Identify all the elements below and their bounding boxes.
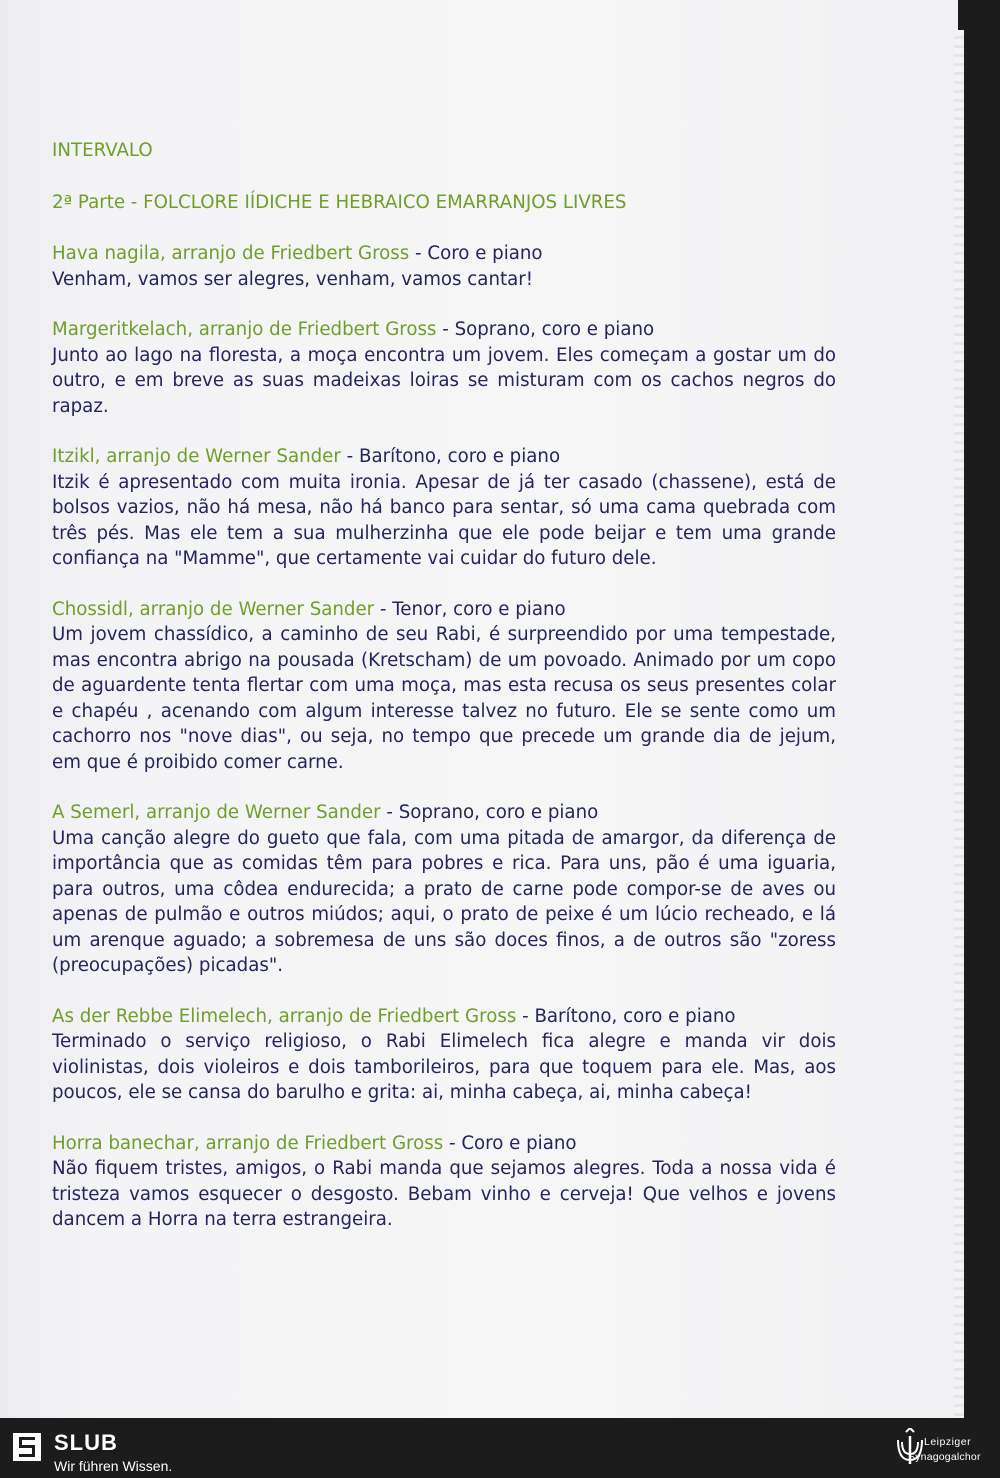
piece-description: Um jovem chassídico, a caminho de seu Rabi, é surpreendido por uma tempestade, mas encontra abrigo na pousada (Kretscham) de um povoado. Animado por um copo de aguardente tenta flertar com uma moça, mas esta recusa os seus presentes colar e chapéu , acenando com algum interesse talvez no futuro. Ele se sente como um cachorro nos "nove dias", ou seja, no tempo que precede um grande dia de jejum, em que é proibido comer carne. [52, 624, 836, 773]
part-two-title: 2ª Parte - FOLCLORE IÍDICHE E HEBRAICO EMARRANJOS LIVRES [52, 191, 627, 213]
piece-chossidl [52, 597, 836, 776]
piece-itzikl [52, 444, 836, 572]
piece-hava-nagila [52, 241, 836, 292]
piece-performers: - Barítono, coro e piano [340, 446, 561, 467]
piece-title: A Semerl, arranjo de Werner Sander [52, 802, 381, 823]
piece-horra-banechar [52, 1131, 836, 1233]
piece-performers: - Soprano, coro e piano [380, 802, 599, 823]
piece-as-der-rebbe-elimelech [52, 1004, 836, 1106]
piece-a-semerl [52, 800, 836, 979]
piece-title: Itzikl, arranjo de Werner Sander [52, 446, 341, 467]
piece-title: As der Rebbe Elimelech, arranjo de Friedbert Gross [52, 1005, 517, 1027]
piece-title: Horra banechar, arranjo de Friedbert Gross [52, 1132, 444, 1154]
piece-description: Não fiquem tristes, amigos, o Rabi manda que sejamos alegres. Toda a nossa vida é tristeza vamos esquecer o desgosto. Bebam vinho e cerveja! Que velhos e jovens dancem a Horra na terra estrangeira. [52, 1158, 836, 1230]
library-tagline: Wir führen Wissen. [54, 1458, 173, 1474]
piece-performers: - Coro e piano [409, 243, 543, 264]
piece-title: Chossidl, arranjo de Werner Sander [52, 598, 375, 620]
viewer-footer [0, 1418, 1000, 1478]
piece-performers: - Tenor, coro e piano [374, 598, 566, 620]
piece-description: Venham, vamos ser alegres, venham, vamos cantar! [52, 268, 534, 290]
piece-title: Hava nagila, arranjo de Friedbert Gross [52, 243, 410, 264]
slub-logo-icon [12, 1432, 42, 1462]
intermission-heading: INTERVALO [52, 140, 153, 161]
program-content [52, 138, 836, 1258]
piece-performers: - Barítono, coro e piano [516, 1005, 736, 1027]
library-name: SLUB [54, 1430, 118, 1455]
piece-description: Itzik é apresentado com muita ironia. Apesar de já ter casado (chassene), está de bolsos vazios, não há mesa, não há banco para sentar, só uma cama quebrada com três pés. Mas ele tem a sua mulherzinha que ele pode beijar e tem uma grande confiança na "Mamme", que certamente vai cuidar do futuro dele. [52, 471, 836, 569]
choir-name-line1: Leipziger [924, 1436, 972, 1448]
piece-performers: - Coro e piano [443, 1132, 577, 1154]
piece-performers: - Soprano, coro e piano [436, 319, 655, 340]
piece-margeritkelach [52, 317, 836, 419]
choir-name-line2: Synagogalchor [908, 1451, 981, 1463]
piece-description: Junto ao lago na floresta, a moça encontra um jovem. Eles começam a gostar um do outro, e em breve as suas madeixas loiras se misturam com os cachos negros do rapaz. [52, 344, 836, 417]
piece-title: Margeritkelach, arranjo de Friedbert Gross [52, 319, 437, 340]
piece-description: Terminado o serviço religioso, o Rabi Elimelech fica alegre e manda vir dois violinistas, dois violeiros e dois tamborileiros, para que toquem para ele. Mas, aos poucos, ele se cansa do barulho e grita: ai, minha cabeça, ai, minha cabeça! [52, 1031, 836, 1103]
piece-description: Uma canção alegre do gueto que fala, com uma pitada de amargor, da diferença de importância que as comidas têm para pobres e rica. Para uns, pão é uma iguaria, para outros, uma côdea endurecida; a prato de carne pode compor-se de aves ou apenas de pulmão e outros miúdos; aqui, o prato de peixe é um lúcio recheado, e lá um arenque aguado; a sobremesa de uns são doces finos, a de outros são "zoress (preocupações) picadas". [52, 827, 836, 976]
